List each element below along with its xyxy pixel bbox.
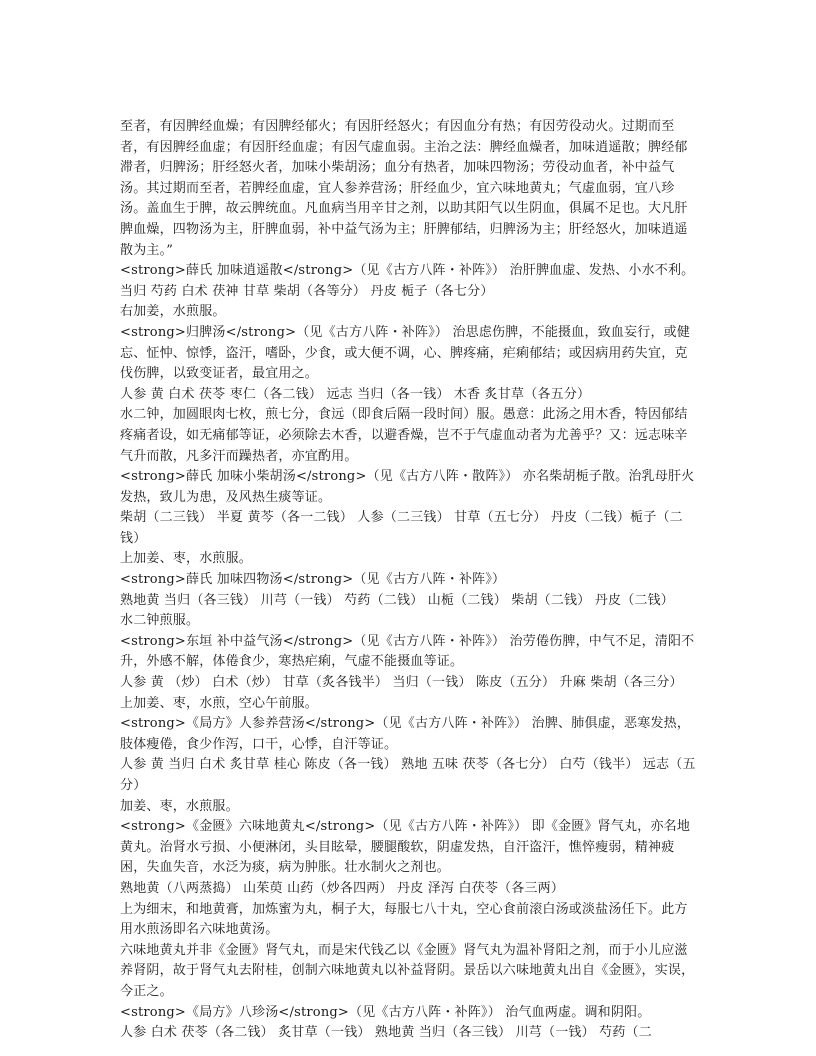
text-line-6: 水二钟，加圆眼肉七枚，煎七分，食远（即食后隔一段时间）服。愚意：此汤之用木香，特因郁结疼痛者设，如无痛郁等证，必须除去木香，以避香燥，岂不于气虚血动者为尤善乎？又：远志味辛气升而散，凡多汗而躁热者，亦宜酌用。 <box>120 407 688 464</box>
text-line-4: <strong>归脾汤</strong>（见《古方八阵・补阵》） 治思虑伤脾，不能摄血，致血妄行，或健忘、怔忡、惊悸，盗汗，嗜卧，少食，或大便不调，心、脾疼痛，疟痢郁结；或因病用药失宜，克伐伤脾，以致变证者，最宜用之。 <box>120 324 691 382</box>
text-line-15: 上加姜、枣，水煎，空心午前服。 <box>120 695 319 711</box>
document-page <box>120 117 696 1044</box>
text-line-11: 熟地黄 当归（各三钱） 川芎（一钱） 芍药（二钱） 山栀（二钱） 柴胡（二钱） 丹皮（二钱） <box>120 592 674 608</box>
text-line-14: 人参 黄 （炒） 白术（炒） 甘草（炙各钱半） 当归（一钱） 陈皮（五分） 升麻 柴胡（各三分） <box>120 675 683 691</box>
text-line-5: 人参 黄 白术 茯苓 枣仁（各二钱） 远志 当归（各一钱） 木香 炙甘草（各五分） <box>120 386 591 402</box>
text-line-23: <strong>《局方》八珍汤</strong>（见《古方八阵・补阵》） 治气血两虚。调和阴阳。 <box>120 1004 651 1020</box>
text-line-2: 当归 芍药 白术 茯神 甘草 柴胡（各等分） 丹皮 栀子（各七分） <box>120 283 494 299</box>
text-line-22: 六味地黄丸并非《金匮》肾气丸，而是宋代钱乙以《金匮》肾气丸为温补肾阳之剂，而于小儿应滋养肾阴，故于肾气丸去附桂，创制六味地黄丸以补益肾阴。景岳以六味地黄丸出自《金匮》，实误，今正之。 <box>120 942 695 999</box>
text-line-9: 上加姜、枣，水煎服。 <box>120 551 253 567</box>
text-line-17: 人参 黄 当归 白术 炙甘草 桂心 陈皮（各一钱） 熟地 五味 茯苓（各七分） 白芍（钱半） 远志（五分） <box>120 757 696 793</box>
text-line-0: 至者，有因脾经血燥；有因脾经郁火；有因肝经怒火；有因血分有热；有因劳役动火。过期而至者，有因脾经血虚；有因肝经血虚；有因气虚血弱。主治之法：脾经血燥者，加味逍遥散；脾经郁滞者，归脾汤；肝经怒火者，加味小柴胡汤；血分有热者，加味四物汤；劳役动血者，补中益气汤。其过期而至者，若脾经血虚，宜人参养营汤；肝经血少，宜六味地黄丸；气虚血弱，宜八珍汤。盖血生于脾，故云脾统血。凡血病当用辛甘之剂，以助其阳气以生阴血，俱属不足也。大凡肝脾血燥，四物汤为主，肝脾血弱，补中益气汤为主；肝脾郁结，归脾汤为主；肝经怒火，加味逍遥散为主。” <box>120 119 688 258</box>
text-line-3: 右加姜，水煎服。 <box>120 304 226 320</box>
text-line-1: <strong>薛氏 加味逍遥散</strong>（见《古方八阵・补阵》） 治肝脾血虚、发热、小水不利。 <box>120 263 695 279</box>
text-line-19: <strong>《金匮》六味地黄丸</strong>（见《古方八阵・补阵》） 即《金匮》肾气丸，亦名地黄丸。治肾水亏损、小便淋闭，头目眩晕，腰腿酸软，阴虚发热，自汗盗汗，憔悴瘦弱，精神疲困，失血失音，水泛为痰，病为肿胀。壮水制火之剂也。 <box>120 819 691 876</box>
text-line-13: <strong>东垣 补中益气汤</strong>（见《古方八阵・补阵》） 治劳倦伤脾，中气不足，清阳不升，外感不解，体倦食少，寒热疟痢，气虚不能摄血等证。 <box>120 633 695 670</box>
text-line-20: 熟地黄（八两蒸捣） 山茱萸 山药（炒各四两） 丹皮 泽泻 白茯苓（各三两） <box>120 880 565 896</box>
text-line-16: <strong>《局方》人参养营汤</strong>（见《古方八阵・补阵》） 治脾、肺俱虚，恶寒发热，肢体瘦倦，食少作泻，口干，心悸，自汗等证。 <box>120 716 691 752</box>
text-line-12: 水二钟煎服。 <box>120 613 200 629</box>
text-line-8: 柴胡（二三钱） 半夏 黄芩（各一二钱） 人参（二三钱） 甘草（五七分） 丹皮（二钱）栀子（二钱） <box>120 510 683 546</box>
text-line-21: 上为细末，和地黄膏，加炼蜜为丸，桐子大，每服七八十丸，空心食前滚白汤或淡盐汤任下。此方用水煎汤即名六味地黄汤。 <box>120 901 688 938</box>
text-line-10: <strong>薛氏 加味四物汤</strong>（见《古方八阵・补阵》） <box>120 572 506 588</box>
text-line-24: 人参 白术 茯苓（各二钱） 炙甘草（一钱） 熟地黄 当归（各三钱） 川芎（一钱） 芍药（二 <box>120 1025 652 1041</box>
text-line-7: <strong>薛氏 加味小柴胡汤</strong>（见《古方八阵・散阵》） 亦名柴胡栀子散。治乳母肝火发热，致儿为患，及风热生痰等证。 <box>120 469 695 505</box>
text-line-18: 加姜、枣，水煎服。 <box>120 798 239 814</box>
